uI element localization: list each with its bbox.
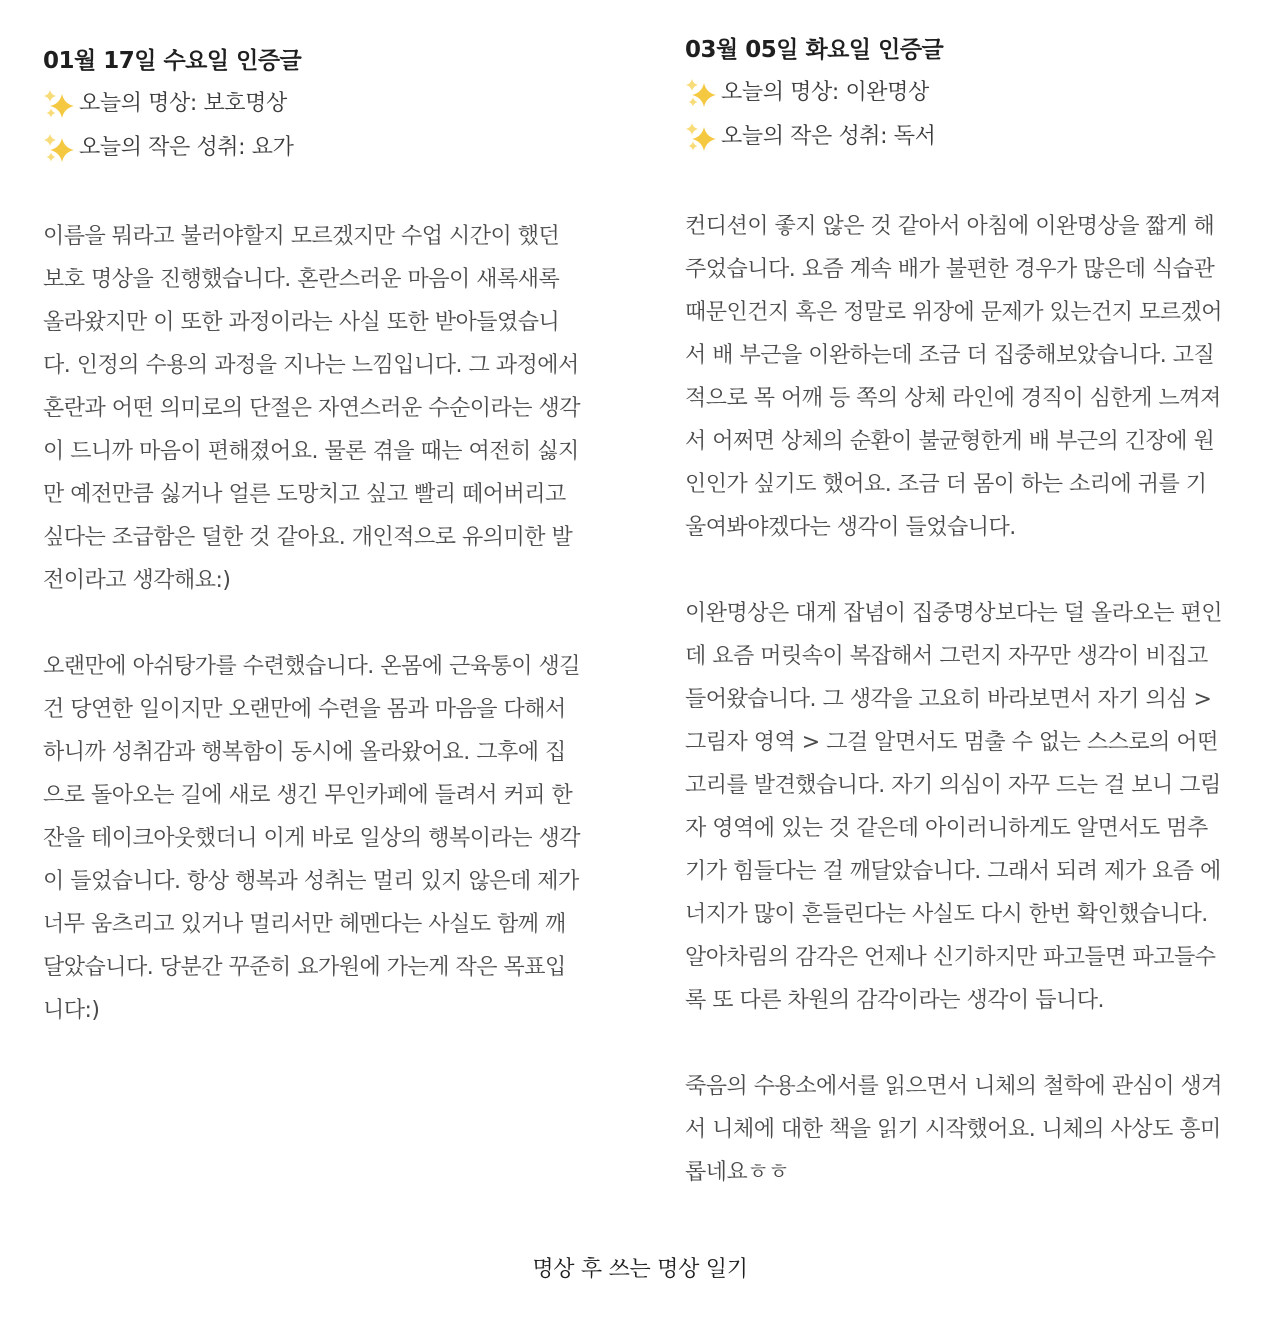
text-line: 기가 힘들다는 걸 깨달았습니다. 그래서 되려 제가 요즘 에 xyxy=(685,859,1221,884)
text-line: 싶다는 조급함은 덜한 것 같아요. 개인적으로 유의미한 발 xyxy=(43,525,573,550)
text-line: 주었습니다. 요즘 계속 배가 불편한 경우가 많은데 식습관 xyxy=(685,257,1215,282)
text-line: 너무 움츠리고 있거나 멀리서만 헤멘다는 사실도 함께 깨 xyxy=(43,912,566,937)
post-meta xyxy=(43,82,623,170)
text-line: 하니까 성취감과 행복함이 동시에 올라왔어요. 그후에 집 xyxy=(43,740,566,765)
text-line: 울여봐야겠다는 생각이 들었습니다. xyxy=(685,515,1016,540)
text-line: 서 배 부근을 이완하는데 조금 더 집중해보았습니다. 고질 xyxy=(685,343,1215,368)
paragraph xyxy=(685,205,1245,549)
paragraph xyxy=(685,592,1245,1022)
text-line: 보호 명상을 진행했습니다. 혼란스러운 마음이 새록새록 xyxy=(43,267,560,292)
text-line: 이름을 뭐라고 불러야할지 모르겠지만 수업 시간이 했던 xyxy=(43,224,560,249)
text-line: 고리를 발견했습니다. 자기 의심이 자꾸 드는 걸 보니 그림 xyxy=(685,773,1221,798)
text-line: 컨디션이 좋지 않은 것 같아서 아침에 이완명상을 짧게 해 xyxy=(685,214,1215,239)
meditation-text: 오늘의 명상: 보호명상 xyxy=(79,91,287,116)
meditation-line xyxy=(43,82,623,126)
text-line: 만 예전만큼 싫거나 얼른 도망치고 싶고 빨리 떼어버리고 xyxy=(43,482,566,507)
text-line: 알아차림의 감각은 언제나 신기하지만 파고들면 파고들수 xyxy=(685,945,1216,970)
right-post xyxy=(685,33,1245,1194)
text-line: 죽음의 수용소에서를 읽으면서 니체의 철학에 관심이 생겨 xyxy=(685,1074,1223,1099)
text-line: 다. 인정의 수용의 과정을 지나는 느낌입니다. 그 과정에서 xyxy=(43,353,579,378)
post-meta xyxy=(685,71,1245,159)
text-line: 서 어쩌면 상체의 순환이 불균형한게 배 부근의 긴장에 원 xyxy=(685,429,1215,454)
text-line: 너지가 많이 흔들린다는 사실도 다시 한번 확인했습니다. xyxy=(685,902,1208,927)
paragraph xyxy=(685,1065,1245,1194)
text-line: 건 당연한 일이지만 오랜만에 수련을 몸과 마음을 다해서 xyxy=(43,697,566,722)
text-line: 서 니체에 대한 책을 읽기 시작했어요. 니체의 사상도 흥미 xyxy=(685,1117,1221,1142)
text-line: 이 들었습니다. 항상 행복과 성취는 멀리 있지 않은데 제가 xyxy=(43,869,579,894)
meditation-text: 오늘의 명상: 이완명상 xyxy=(721,80,929,105)
text-line: 들어왔습니다. 그 생각을 고요히 바라보면서 자기 의심 > xyxy=(685,687,1212,712)
post-body xyxy=(43,215,623,1032)
text-line: 롭네요ㅎㅎ xyxy=(685,1160,789,1185)
left-post xyxy=(43,44,623,1032)
text-line: 이 드니까 마음이 편해졌어요. 물론 겪을 때는 여전히 싫지 xyxy=(43,439,579,464)
post-body xyxy=(685,205,1245,1194)
sparkles-icon xyxy=(43,89,77,119)
text-line: 자 영역에 있는 것 같은데 아이러니하게도 알면서도 멈추 xyxy=(685,816,1208,841)
text-line: 전이라고 생각해요:) xyxy=(43,568,231,593)
sparkles-icon xyxy=(43,133,77,163)
text-line: 이완명상은 대게 잡념이 집중명상보다는 덜 올라오는 편인 xyxy=(685,601,1223,626)
text-line: 오랜만에 아쉬탕가를 수련했습니다. 온몸에 근육통이 생길 xyxy=(43,654,581,679)
image-caption: 명상 후 쓰는 명상 일기 xyxy=(532,1257,748,1282)
meditation-line xyxy=(685,71,1245,115)
text-line: 인인가 싶기도 했어요. 조금 더 몸이 하는 소리에 귀를 기 xyxy=(685,472,1207,497)
achievement-line xyxy=(43,126,623,170)
paragraph xyxy=(43,215,623,602)
text-line: 데 요즘 머릿속이 복잡해서 그런지 자꾸만 생각이 비집고 xyxy=(685,644,1208,669)
achievement-text: 오늘의 작은 성취: 요가 xyxy=(79,135,294,160)
achievement-line xyxy=(685,115,1245,159)
post-title: 03월 05일 화요일 인증글 xyxy=(685,37,944,63)
text-line: 록 또 다른 차원의 감각이라는 생각이 듭니다. xyxy=(685,988,1104,1013)
text-line: 니다:) xyxy=(43,998,100,1023)
text-line: 으로 돌아오는 길에 새로 생긴 무인카페에 들려서 커피 한 xyxy=(43,783,573,808)
text-line: 그림자 영역 > 그걸 알면서도 멈출 수 없는 스스로의 어떤 xyxy=(685,730,1218,755)
paragraph xyxy=(43,645,623,1032)
text-line: 때문인건지 혹은 정말로 위장에 문제가 있는건지 모르겠어 xyxy=(685,300,1223,325)
text-line: 혼란과 어떤 의미로의 단절은 자연스러운 수순이라는 생각 xyxy=(43,396,581,421)
text-line: 잔을 테이크아웃했더니 이게 바로 일상의 행복이라는 생각 xyxy=(43,826,581,851)
achievement-text: 오늘의 작은 성취: 독서 xyxy=(721,124,936,149)
sparkles-icon xyxy=(685,78,719,108)
post-title: 01월 17일 수요일 인증글 xyxy=(43,48,302,74)
text-line: 달았습니다. 당분간 꾸준히 요가원에 가는게 작은 목표입 xyxy=(43,955,566,980)
text-line: 올라왔지만 이 또한 과정이라는 사실 또한 받아들였습니 xyxy=(43,310,560,335)
sparkles-icon xyxy=(685,122,719,152)
text-line: 적으로 목 어깨 등 쪽의 상체 라인에 경직이 심한게 느껴져 xyxy=(685,386,1221,411)
